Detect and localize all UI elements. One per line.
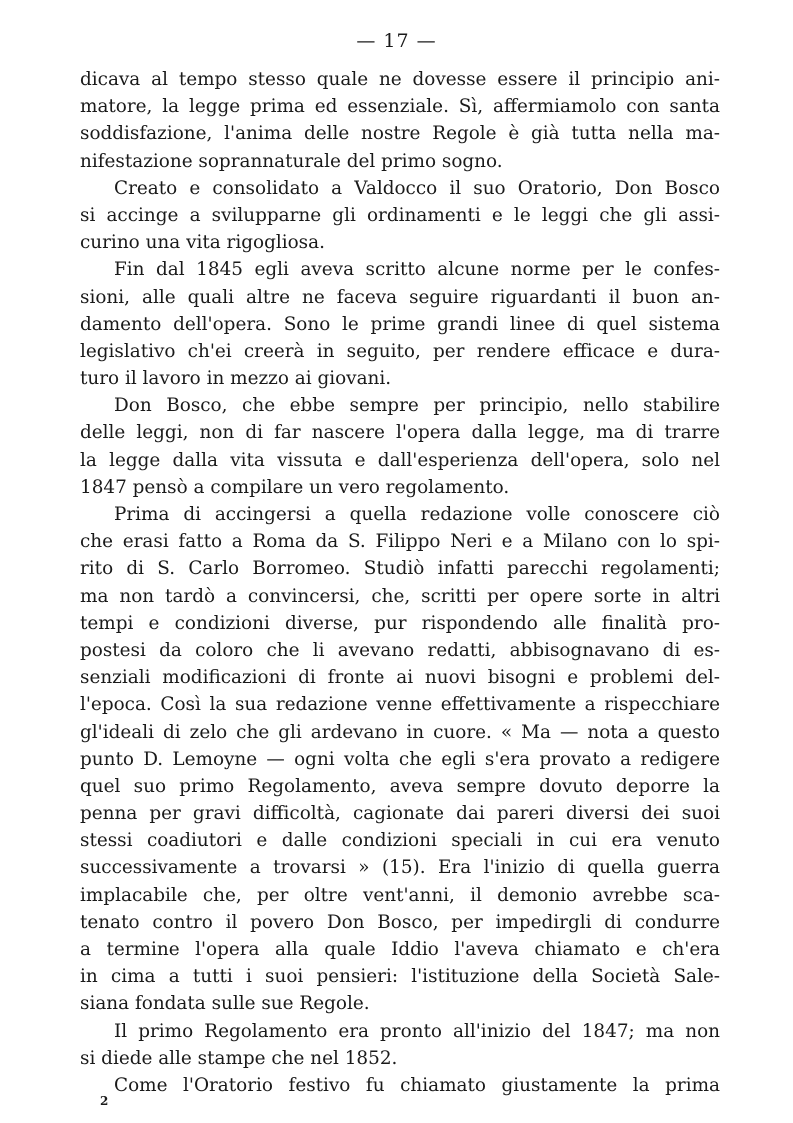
text-line: curino una vita rigogliosa. xyxy=(80,232,325,254)
text-line: l'epoca. Così la sua redazione venne effettivamente a rispecchiare xyxy=(80,694,720,716)
text-line: sioni, alle quali altre ne faceva seguire riguardanti il buon an- xyxy=(80,286,720,308)
text-line: matore, la legge prima ed essenziale. Sì, affermiamolo con santa xyxy=(80,96,720,118)
text-line: dicava al tempo stesso quale ne dovesse essere il principio ani- xyxy=(80,69,720,90)
text-line: che erasi fatto a Roma da S. Filippo Neri e a Milano con lo spi- xyxy=(80,531,720,553)
text-line: senziali modificazioni di fronte ai nuovi bisogni e problemi del- xyxy=(80,667,720,689)
text-line: a termine l'opera alla quale Iddio l'aveva chiamato e ch'era xyxy=(80,939,720,960)
text-line: si accinge a svilupparne gli ordinamenti e le leggi che gli assi- xyxy=(80,204,720,226)
signature-mark: 2 xyxy=(100,1094,109,1108)
page-number: — 17 — xyxy=(356,30,437,52)
text-line: Come l'Oratorio festivo fu chiamato giustamente la prima xyxy=(114,1074,720,1096)
text-line: damento dell'opera. Sono le prime grandi linee di quel sistema xyxy=(80,313,720,335)
text-line: turo il lavoro in mezzo ai giovani. xyxy=(80,368,392,390)
text-line: Don Bosco, che ebbe sempre per principio, nello stabilire xyxy=(114,395,720,417)
text-line: gl'ideali di zelo che gli ardevano in cuore. « Ma — nota a questo xyxy=(80,721,720,743)
text-line: rito di S. Carlo Borromeo. Studiò infatti parecchi regolamenti; xyxy=(80,558,720,580)
text-line: punto D. Lemoyne — ogni volta che egli s'era provato a redigere xyxy=(80,748,720,770)
text-line: in cima a tutti i suoi pensieri: l'istituzione della Società Sale- xyxy=(80,966,720,988)
text-line: delle leggi, non di far nascere l'opera dalla legge, ma di trarre xyxy=(80,422,720,444)
text-line: tenato contro il povero Don Bosco, per impedirgli di condurre xyxy=(80,911,720,933)
text-line: quel suo primo Regolamento, aveva sempre dovuto deporre la xyxy=(80,775,720,797)
text-line: implacabile che, per oltre vent'anni, il demonio avrebbe sca- xyxy=(80,884,720,906)
text-line: postesi da coloro che li avevano redatti, abbisognavano di es- xyxy=(80,639,720,661)
text-line: stessi coadiutori e dalle condizioni speciali in cui era venuto xyxy=(80,830,720,852)
text-line: si diede alle stampe che nel 1852. xyxy=(80,1047,398,1069)
text-line: siana fondata sulle sue Regole. xyxy=(80,993,370,1015)
text-line: penna per gravi difficoltà, cagionate dai pareri diversi dei suoi xyxy=(80,803,720,825)
text-line: soddisfazione, l'anima delle nostre Regole è già tutta nella ma- xyxy=(80,123,720,145)
text-line: la legge dalla vita vissuta e dall'esperienza dell'opera, solo nel xyxy=(80,449,720,471)
text-line: Prima di accingersi a quella redazione volle conoscere ciò xyxy=(114,504,720,525)
text-line: Il primo Regolamento era pronto all'inizio del 1847; ma non xyxy=(114,1020,720,1042)
text-line: nifestazione soprannaturale del primo sogno. xyxy=(80,150,503,172)
text-line: ma non tardò a convincersi, che, scritti per opere sorte in altri xyxy=(80,585,720,607)
text-line: legislativo ch'ei creerà in seguito, per rendere efficace e dura- xyxy=(80,340,720,362)
text-line: Creato e consolidato a Valdocco il suo Oratorio, Don Bosco xyxy=(114,177,720,199)
text-line: successivamente a trovarsi » (15). Era l'inizio di quella guerra xyxy=(80,857,720,879)
text-line: 1847 pensò a compilare un vero regolamento. xyxy=(80,476,510,498)
body-text xyxy=(80,66,720,1099)
text-line: tempi e condizioni diverse, pur rispondendo alle finalità pro- xyxy=(80,612,720,634)
text-line: Fin dal 1845 egli aveva scritto alcune norme per le confes- xyxy=(114,259,720,281)
